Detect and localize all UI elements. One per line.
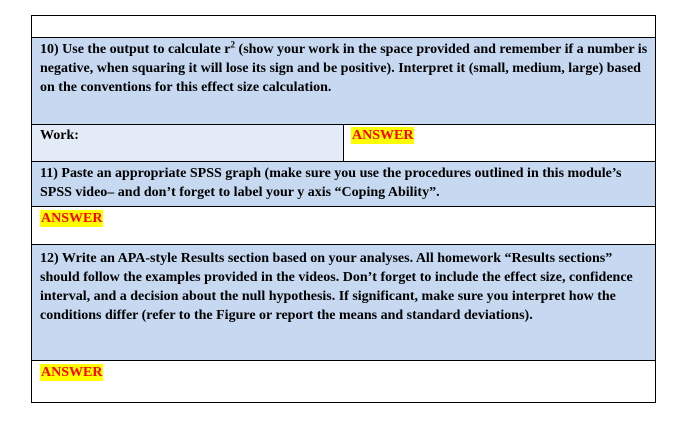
work-cell[interactable]	[32, 125, 344, 161]
answer-label-12: ANSWER	[41, 365, 103, 380]
answer-cell-10[interactable]	[344, 125, 655, 161]
question-10-text: 10) Use the output to calculate $r^2$ (show your work in the space provided and remember if a number is negative, when squaring it will lose its sign and be positive). Interpret it (small, medium, large) based on the conventions for this effect size calculation.	[40, 39, 648, 95]
question-11-row	[32, 162, 655, 207]
work-label: Work:	[40, 128, 79, 143]
homework-table	[31, 15, 656, 403]
answer-label-10: ANSWER	[352, 128, 414, 143]
r-squared-superscript: 2	[230, 39, 236, 50]
question-10-row	[32, 38, 655, 125]
answer-cell-11[interactable]	[32, 207, 655, 245]
question-10-work-row	[32, 125, 655, 162]
table-header-row	[32, 16, 655, 38]
answer-cell-12[interactable]	[32, 361, 655, 402]
question-11-text: 11) Paste an appropriate SPSS graph (make sure you use the procedures outlined in this module’s SPSS video– and don’t forget to label your y axis “Coping Ability”.	[40, 166, 622, 200]
answer-label-11: ANSWER	[41, 211, 103, 226]
question-12-row	[32, 245, 655, 361]
question-12-text: 12) Write an APA-style Results section based on your analyses. All homework “Results sections” should follow the examples provided in the videos. Don’t forget to include the effect size, confidence interval, and a decision about the null hypothesis. If significant, make sure you interpret how the conditions differ (refer to the Figure or report the means and standard deviations).	[40, 251, 633, 323]
